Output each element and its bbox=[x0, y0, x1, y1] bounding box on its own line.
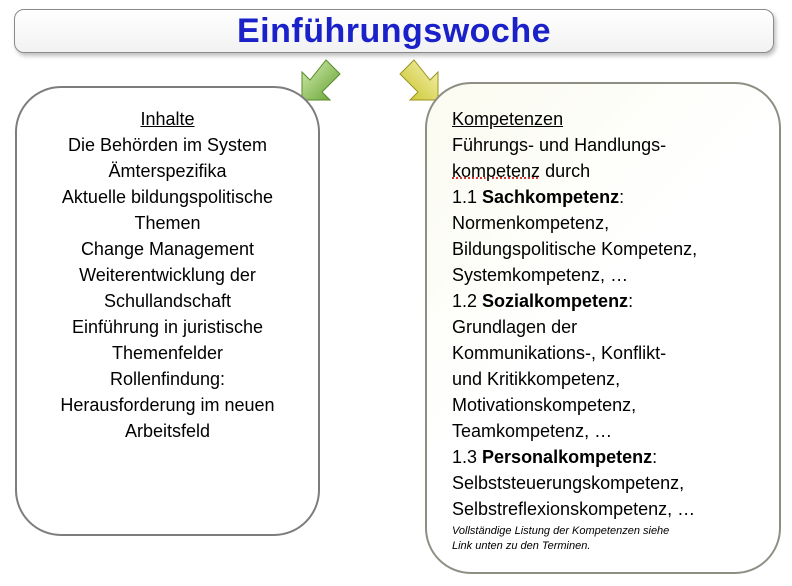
intro-line: Führungs- und Handlungs- bbox=[452, 135, 667, 155]
section-line: Bildungspolitische Kompetenz, bbox=[452, 239, 698, 259]
inhalte-item: Weiterentwicklung der bbox=[79, 265, 256, 285]
inhalte-item: Ämterspezifika bbox=[108, 161, 227, 181]
inhalte-item: Change Management bbox=[80, 239, 255, 259]
footnote-line: Vollständige Listung der Kompetenzen siehe bbox=[452, 525, 670, 537]
section-colon: : bbox=[619, 187, 625, 207]
title-banner bbox=[14, 9, 774, 53]
intro-rest: durch bbox=[540, 161, 591, 181]
section-line: und Kritikkompetenz, bbox=[452, 369, 621, 389]
section-line: Grundlagen der bbox=[452, 317, 578, 337]
section-title: Personalkompetenz bbox=[482, 447, 653, 467]
section-line: Teamkompetenz, … bbox=[452, 421, 613, 441]
inhalte-item: Rollenfindung: bbox=[109, 369, 226, 389]
section-line: Selbstreflexionskompetenz, … bbox=[452, 499, 696, 519]
inhalte-item: Herausforderung im neuen bbox=[60, 395, 275, 415]
inhalte-heading: Inhalte bbox=[140, 109, 195, 129]
kompetenzen-content bbox=[452, 106, 772, 554]
section-line: Systemkompetenz, … bbox=[452, 265, 629, 285]
section-heading-sozial bbox=[452, 288, 772, 314]
section-line: Motivationskompetenz, bbox=[452, 395, 637, 415]
footnote bbox=[452, 524, 772, 554]
inhalte-item: Einführung in juristische bbox=[71, 317, 264, 337]
section-line: Normenkompetenz, bbox=[452, 213, 610, 233]
section-line: Selbststeuerungskompetenz, bbox=[452, 473, 685, 493]
page-title: Einführungswoche bbox=[237, 11, 551, 50]
inhalte-item: Themenfelder bbox=[111, 343, 224, 363]
section-title: Sozialkompetenz bbox=[482, 291, 629, 311]
section-line: Kommunikations-, Konflikt- bbox=[452, 343, 667, 363]
footnote-line: Link unten zu den Terminen. bbox=[452, 540, 591, 552]
inhalte-content bbox=[20, 106, 315, 444]
inhalte-item: Schullandschaft bbox=[103, 291, 232, 311]
kompetenzen-heading: Kompetenzen bbox=[452, 109, 564, 129]
section-number: 1.1 bbox=[452, 187, 483, 207]
section-number: 1.3 bbox=[452, 447, 483, 467]
section-number: 1.2 bbox=[452, 291, 483, 311]
intro-word: kompetenz bbox=[452, 161, 541, 181]
inhalte-item: Arbeitsfeld bbox=[124, 421, 211, 441]
inhalte-item: Aktuelle bildungspolitische bbox=[61, 187, 274, 207]
inhalte-item: Themen bbox=[134, 213, 201, 233]
section-colon: : bbox=[652, 447, 658, 467]
section-heading-personal bbox=[452, 444, 772, 470]
intro-line-2 bbox=[452, 158, 772, 184]
section-title: Sachkompetenz bbox=[482, 187, 620, 207]
inhalte-item: Die Behörden im System bbox=[67, 135, 268, 155]
section-heading-sach bbox=[452, 184, 772, 210]
section-colon: : bbox=[628, 291, 634, 311]
